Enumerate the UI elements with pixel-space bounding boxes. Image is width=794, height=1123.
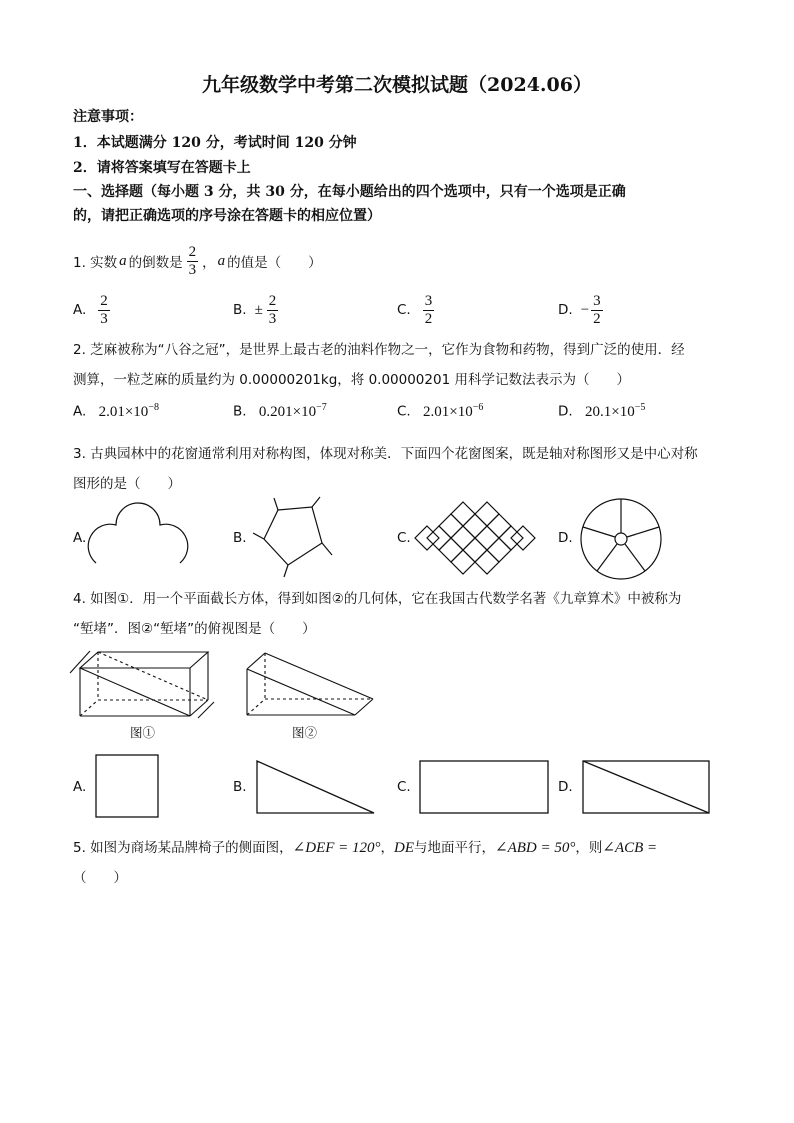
q1-prefix: 1. 实数: [73, 255, 118, 271]
q4-option-b-label[interactable]: B.: [233, 779, 247, 795]
option-label: A.: [73, 403, 87, 420]
option-sign: ±: [254, 301, 263, 318]
option-sign: −: [580, 301, 590, 318]
q5-angle-abd: ∠ABD = 50°: [495, 840, 576, 856]
frac-num: 3: [424, 292, 433, 309]
question-4-line2: “堑堵”．图②“堑堵”的俯视图是（ ）: [73, 621, 316, 637]
q1-option-c[interactable]: [397, 288, 434, 332]
q3-option-b-label[interactable]: B.: [233, 530, 247, 546]
note-item: 1．本试题满分 120 分，考试时间 120 分钟: [73, 135, 357, 151]
frac-num: 3: [593, 292, 601, 309]
q4-option-c-rectangle: [419, 760, 549, 815]
option-label: D.: [558, 302, 573, 318]
q1-fraction: [187, 244, 199, 279]
q1-option-d[interactable]: [558, 288, 603, 332]
question-2-line1: 2. 芝麻被称为“八谷之冠”，是世界上最古老的油料作物之一，它作为食物和药物，得到广泛的使用．经: [73, 342, 685, 358]
question-4-line1: 4. 如图①．用一个平面截长方体，得到如图②的几何体，它在我国古代数学名著《九章算术》中被称为: [73, 591, 682, 607]
q4-option-a-square: [95, 754, 160, 819]
q3-figure-b: [250, 495, 340, 580]
option-fraction: [98, 293, 110, 328]
q5-prefix: 5. 如图为商场某品牌椅子的侧面图，: [73, 840, 293, 856]
q4-option-a-label[interactable]: A.: [73, 779, 87, 795]
q1-suffix: 的值是（ ）: [227, 255, 322, 271]
option-label: C.: [397, 302, 411, 318]
q1-comma: ，: [202, 255, 216, 271]
q4-option-c-label[interactable]: C.: [397, 779, 411, 795]
question-2-line2: 测算，一粒芝麻的质量约为 0.00000201kg，将 0.00000201 用科学记数法表示为（ ）: [73, 372, 630, 388]
question-3-line1: 3. 古典园林中的花窗通常利用对称构图，体现对称美．下面四个花窗图案，既是轴对称图形又是中心对称: [73, 446, 698, 462]
option-label: B.: [233, 302, 247, 318]
q5-mid: 与地面平行，: [414, 840, 496, 856]
frac-den: 2: [424, 310, 433, 327]
figure-2-caption: 图②: [292, 725, 318, 740]
option-exp: −5: [634, 402, 646, 413]
option-base: 20.1×10: [584, 403, 635, 420]
option-exp: −7: [316, 402, 327, 413]
question-3-line2: 图形的是（ ）: [73, 476, 181, 492]
section-heading-cont: 的，请把正确选项的序号涂在答题卡的相应位置）: [73, 208, 381, 224]
q2-option-c[interactable]: [397, 402, 483, 421]
q2-option-d[interactable]: [558, 402, 645, 421]
option-base: 0.201×10: [258, 403, 317, 420]
q4-figure-2: [245, 651, 375, 719]
frac-num: 2: [268, 292, 277, 309]
q1-frac-num: 2: [188, 243, 197, 260]
q4-option-d-rectangle-diagonal: [582, 760, 710, 815]
q1-option-a[interactable]: [73, 288, 110, 332]
q5-sep: ，则: [575, 840, 603, 856]
question-5-line2: （ ）: [73, 870, 127, 886]
option-exp: −8: [148, 402, 159, 413]
q1-frac-den: 3: [188, 261, 197, 278]
question-1: [73, 236, 322, 286]
q3-option-d-label[interactable]: D.: [558, 530, 573, 546]
section-heading: 一、选择题（每小题 3 分，共 30 分，在每小题给出的四个选项中，只有一个选项是正确: [73, 184, 626, 200]
note-item: 2．请将答案填写在答题卡上: [73, 160, 251, 176]
frac-den: 2: [593, 310, 601, 327]
q5-segment-de: DE: [394, 840, 415, 856]
q3-option-c-label[interactable]: C.: [397, 530, 411, 546]
option-fraction: [267, 293, 279, 328]
q1-var2: a: [217, 252, 226, 269]
q2-option-a[interactable]: [73, 402, 159, 421]
option-fraction: [423, 293, 435, 328]
option-base: 2.01×10: [98, 403, 149, 420]
option-fraction: [591, 293, 603, 328]
option-label: B.: [233, 403, 247, 420]
q3-figure-d: [577, 497, 665, 581]
figure-1-caption: 图①: [130, 725, 156, 740]
option-label: C.: [397, 403, 411, 420]
option-label: A.: [73, 302, 87, 318]
option-label: D.: [558, 403, 573, 420]
q1-mid: 的倒数是: [128, 255, 183, 271]
q3-figure-c: [415, 500, 540, 575]
frac-den: 3: [268, 310, 277, 327]
q3-figure-a: [90, 505, 185, 567]
option-base: 2.01×10: [423, 403, 473, 420]
q4-option-b-triangle: [256, 760, 376, 815]
notes-heading: 注意事项：: [73, 109, 143, 125]
q5-angle-acb: ∠ACB =: [602, 840, 658, 856]
q1-var: a: [119, 252, 127, 269]
question-5-line1: [73, 836, 657, 857]
page-title: 九年级数学中考第二次模拟试题（2024.06）: [202, 74, 592, 96]
frac-den: 3: [100, 310, 108, 327]
q4-option-d-label[interactable]: D.: [558, 779, 573, 795]
q3-option-a-label[interactable]: A.: [73, 530, 87, 546]
q5-sep: ，: [380, 840, 395, 856]
q4-figure-1: [70, 648, 215, 723]
option-exp: −6: [472, 402, 484, 413]
frac-num: 2: [100, 292, 108, 309]
q2-option-b[interactable]: [233, 402, 327, 421]
q1-option-b[interactable]: [233, 288, 278, 332]
q5-angle-def: ∠DEF = 120°: [292, 840, 381, 856]
